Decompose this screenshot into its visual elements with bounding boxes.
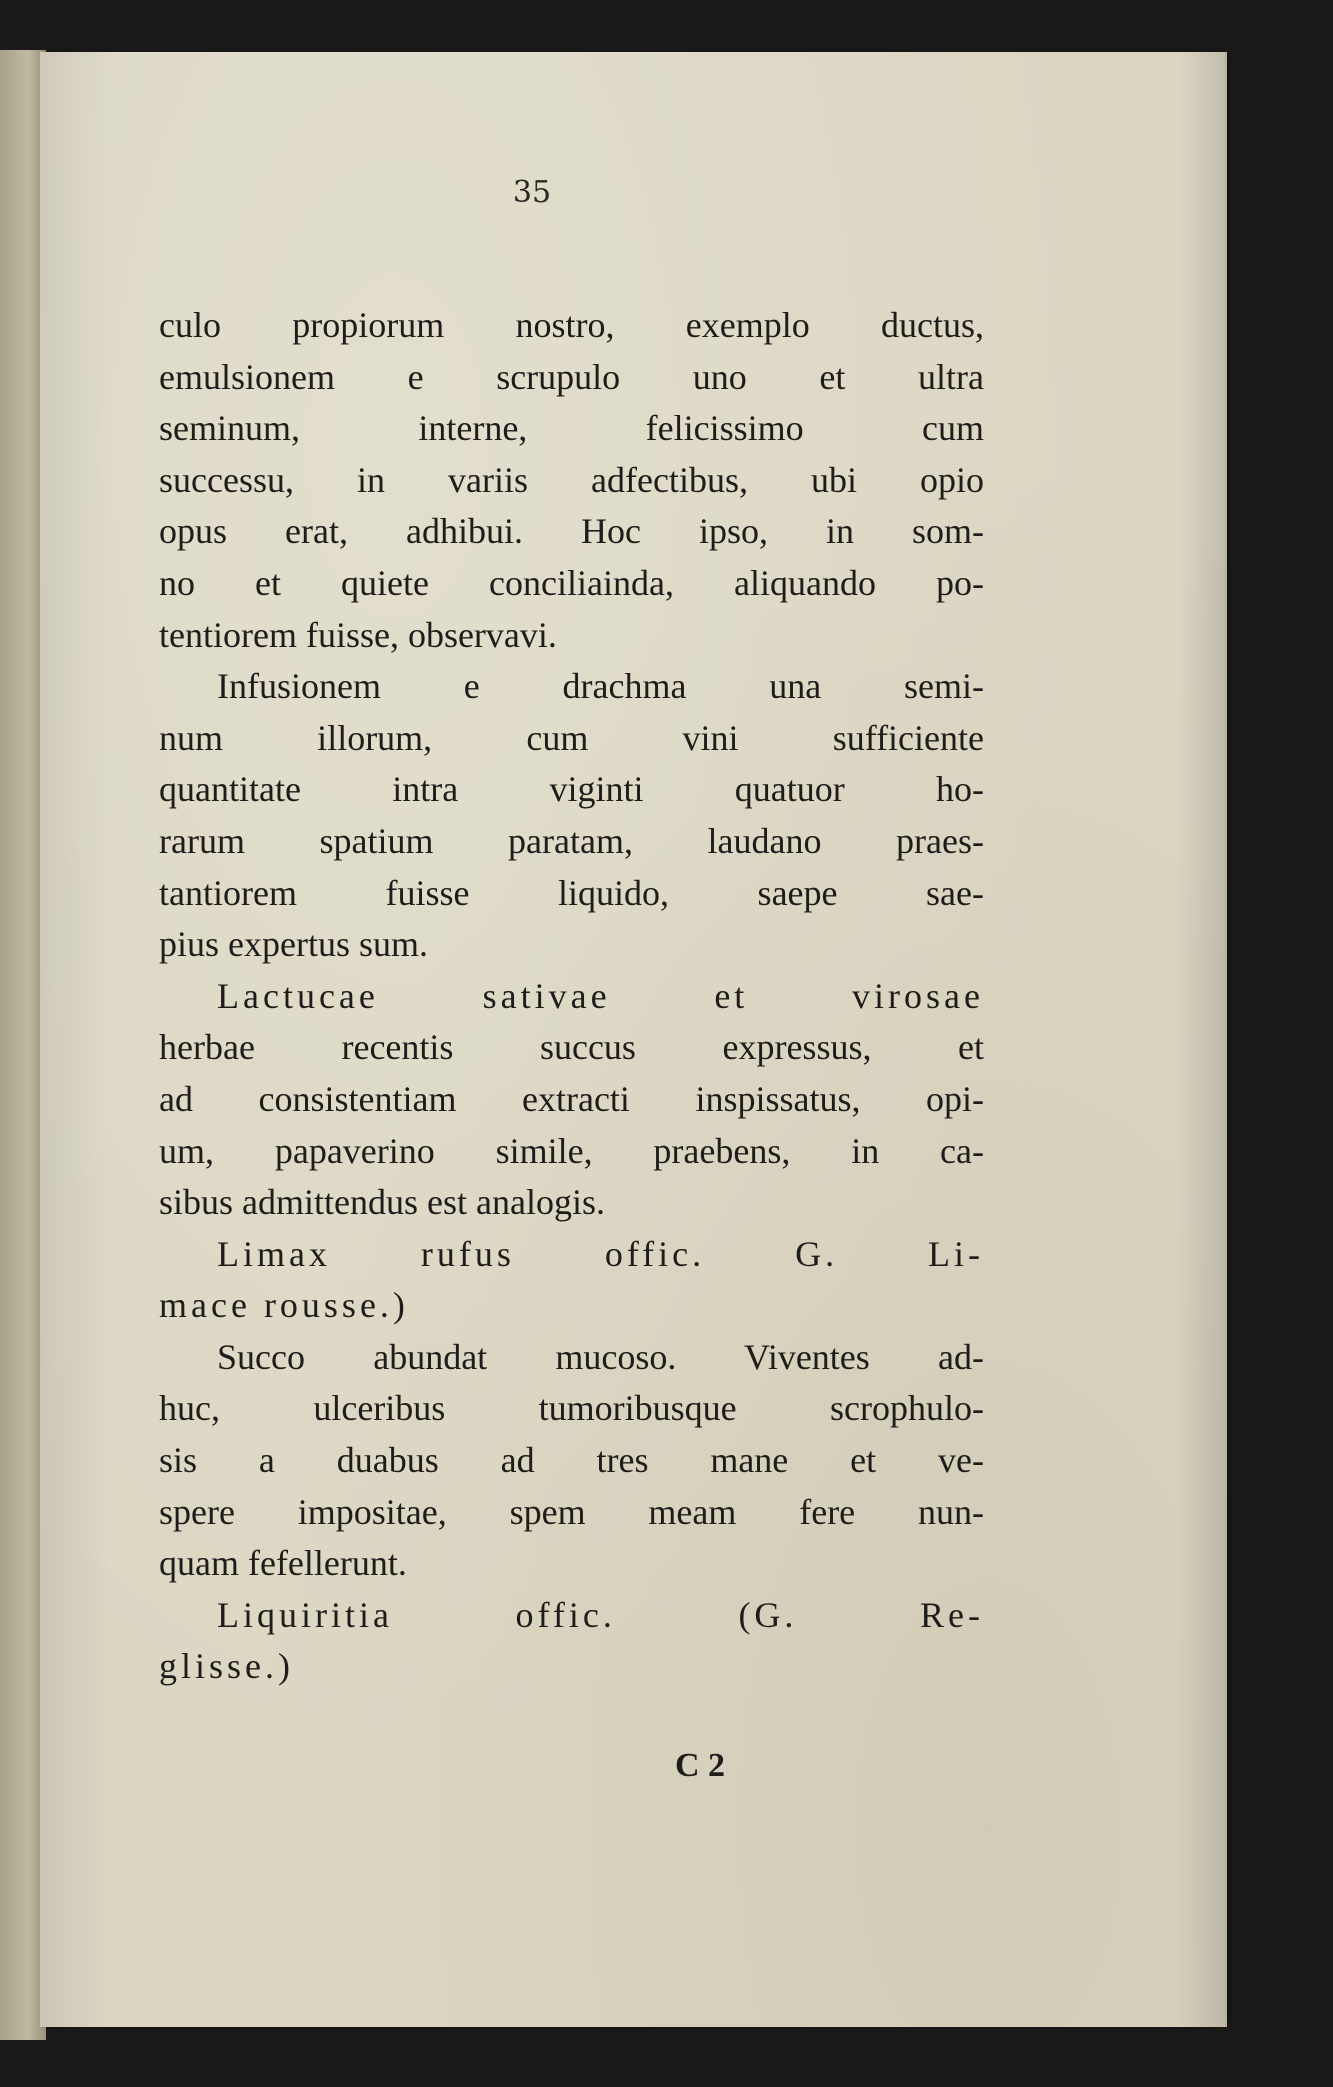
- book-page: [40, 52, 1225, 2027]
- entry-heading: Limax rufus offic. G. Li-: [217, 1233, 984, 1274]
- entry-heading: Liquiritia offic. (G. Re-: [217, 1594, 984, 1635]
- text-line: opus erat, adhibui. Hoc ipso, in som-: [159, 511, 984, 552]
- text-line: sis a duabus ad tres mane et ve-: [159, 1440, 984, 1481]
- text-line: pius expertus sum.: [159, 924, 428, 965]
- entry-heading: glisse.): [159, 1646, 294, 1687]
- page-number: 35: [512, 175, 552, 210]
- text-line: huc, ulceribus tumoribusque scrophulo-: [159, 1388, 984, 1429]
- text-line: ad consistentiam extracti inspissatus, opi-: [159, 1078, 984, 1119]
- text-line: spere impositae, spem meam fere nun-: [159, 1491, 984, 1532]
- entry-heading: mace rousse.): [159, 1285, 409, 1326]
- text-line: tentiorem fuisse, observavi.: [159, 614, 557, 655]
- text-line: Infusionem e drachma una semi-: [217, 666, 984, 707]
- text-line: um, papaverino simile, praebens, in ca-: [159, 1130, 984, 1171]
- entry-heading: Lactucae sativae et virosae: [217, 975, 984, 1016]
- text-line: quantitate intra viginti quatuor ho-: [159, 769, 984, 810]
- body-text: [159, 300, 984, 1693]
- text-line: sibus admittendus est analogis.: [159, 1182, 605, 1223]
- text-line: culo propiorum nostro, exemplo ductus,: [159, 305, 984, 345]
- text-line: emulsionem e scrupulo uno et ultra: [159, 356, 984, 397]
- text-line: tantiorem fuisse liquido, saepe sae-: [159, 872, 984, 913]
- text-line: num illorum, cum vini sufficiente: [159, 717, 984, 758]
- text-line: seminum, interne, felicissimo cum: [159, 408, 984, 449]
- text-line: herbae recentis succus expressus, et: [159, 1027, 984, 1068]
- text-line: Succo abundat mucoso. Viventes ad-: [217, 1336, 984, 1377]
- text-line: rarum spatium paratam, laudano praes-: [159, 820, 984, 861]
- text-line: no et quiete conciliainda, aliquando po-: [159, 562, 984, 603]
- text-line: successu, in variis adfectibus, ubi opio: [159, 459, 984, 500]
- text-line: quam fefellerunt.: [159, 1543, 407, 1584]
- signature-mark: C 2: [674, 1747, 726, 1784]
